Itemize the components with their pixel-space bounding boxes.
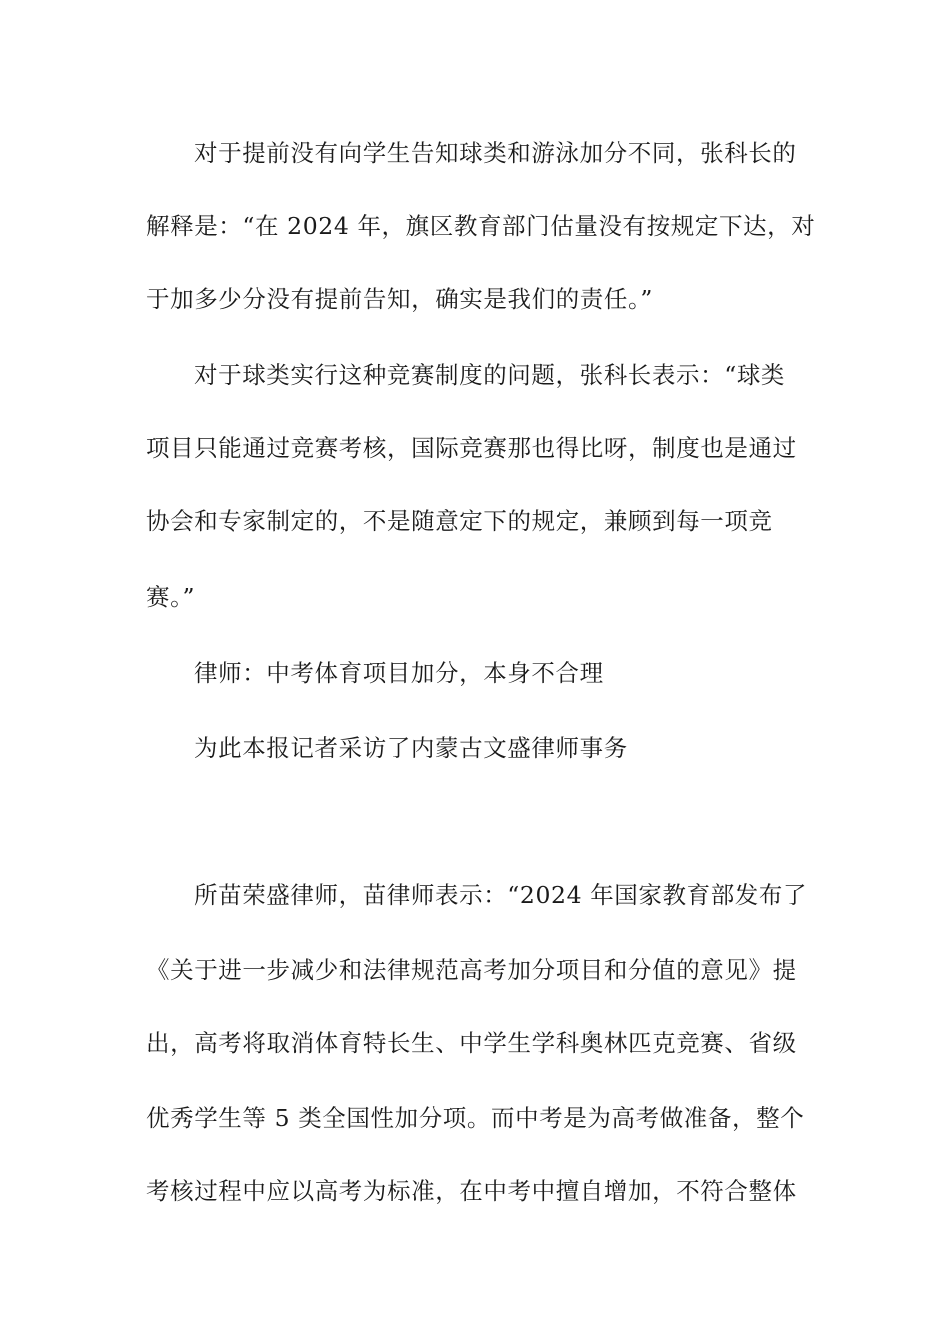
paragraph-line: 《关于进一步减少和法律规范高考加分项目和分值的意见》提 (146, 956, 797, 984)
paragraph-line: 协会和专家制定的，不是随意定下的规定，兼顾到每一项竞 (146, 507, 773, 535)
paragraph-line: 优秀学生等 5 类全国性加分项。而中考是为高考做准备，整个 (146, 1104, 805, 1132)
section-heading: 律师：中考体育项目加分，本身不合理 (194, 659, 604, 687)
paragraph-line: 对于球类实行这种竞赛制度的问题，张科长表示：“球类 (194, 361, 786, 389)
paragraph-line: 出，高考将取消体育特长生、中学生学科奥林匹克竞赛、省级 (146, 1029, 797, 1057)
paragraph-line: 赛。” (146, 583, 196, 611)
paragraph-line: 所苗荣盛律师，苗律师表示：“2024 年国家教育部发布了 (194, 881, 808, 909)
paragraph-line: 为此本报记者采访了内蒙古文盛律师事务 (194, 734, 628, 762)
paragraph-line: 解释是：“在 2024 年，旗区教育部门估量没有按规定下达，对 (146, 212, 816, 240)
paragraph-line: 考核过程中应以高考为标准，在中考中擅自增加，不符合整体 (146, 1177, 797, 1205)
paragraph-line: 对于提前没有向学生告知球类和游泳加分不同，张科长的 (194, 139, 797, 167)
paragraph-line: 于加多少分没有提前告知，确实是我们的责任。” (146, 285, 653, 313)
paragraph-line: 项目只能通过竞赛考核，国际竞赛那也得比呀，制度也是通过 (146, 434, 797, 462)
